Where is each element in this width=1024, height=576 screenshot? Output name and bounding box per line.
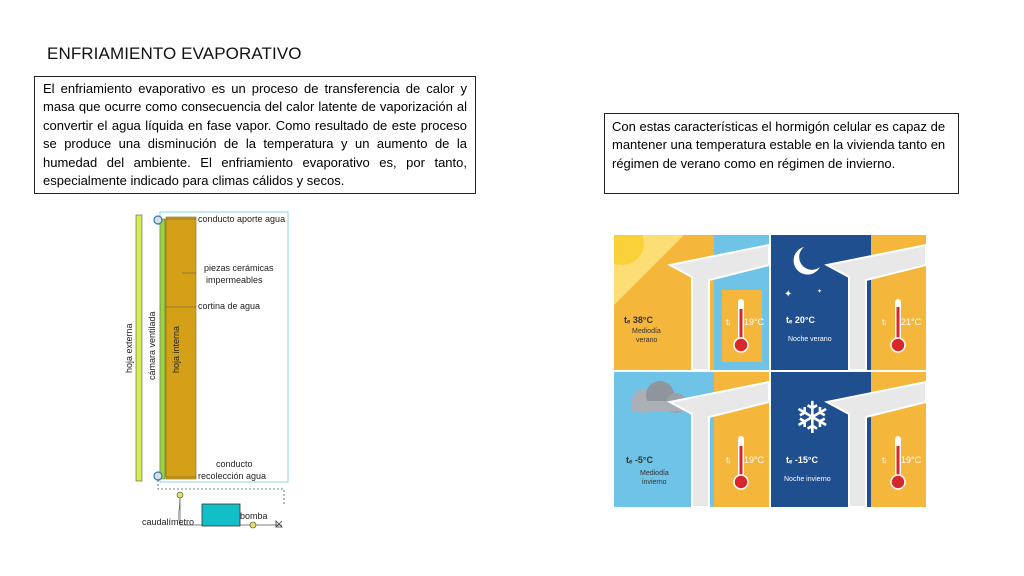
- cellular-concrete-description: Con estas características el hormigón celular es capaz de mantener una temperatura estable en la vivienda tanto en régimen de verano como en régimen de invierno.: [604, 113, 959, 194]
- water-tank: [202, 504, 240, 526]
- label-conducto-aporte: conducto aporte agua: [198, 214, 286, 224]
- te-winter-noon: tₑ -5°C: [626, 455, 653, 465]
- supply-pipe-icon: [154, 216, 162, 224]
- sub-winter-noon-2: invierno: [642, 479, 667, 486]
- svg-text:✦: ✦: [784, 289, 793, 300]
- label-impermeables: impermeables: [206, 275, 263, 285]
- quadrant-winter-night: [771, 372, 926, 507]
- pump-icon: [250, 522, 256, 528]
- label-hoja-externa: hoja externa: [124, 323, 134, 373]
- tin-winter-night: 19°C: [901, 455, 922, 465]
- svg-text:✦: ✦: [817, 288, 823, 295]
- tin-winter-noon: 19°C: [744, 455, 765, 465]
- label-bomba: bomba: [240, 511, 268, 521]
- page-title: ENFRIAMIENTO EVAPORATIVO: [47, 44, 302, 63]
- quadrant-summer-noon: [614, 235, 769, 370]
- evaporative-wall-diagram: [120, 205, 420, 535]
- ti-summer-night: tᵢ: [882, 317, 886, 327]
- climate-regime-illustration: [614, 235, 926, 507]
- hoja-externa-layer: [136, 215, 142, 481]
- snowflake-icon: ❄: [794, 393, 831, 444]
- label-camara-ventilada: cámara ventilada: [147, 311, 157, 380]
- valve-icon: [276, 521, 282, 527]
- label-cortina-agua: cortina de agua: [198, 301, 261, 311]
- evaporative-cooling-description: El enfriamiento evaporativo es un proceso de transferencia de calor y masa que ocurre como consecuencia del calor latente de vaporización al convertir el agua líquida en fase vapor. Como resultado de este proceso se produce una disminución de la temperatura y un aumento de la humedad del ambiente. El enfriamiento evaporativo es, por tanto, especialmente indicado para climas cálidos y secos.: [34, 76, 476, 194]
- hoja-interna-layer: [160, 219, 165, 479]
- tin-summer-noon: 19°C: [744, 317, 765, 327]
- collection-pipe-icon: [154, 472, 162, 480]
- sub-summer-night: Noche verano: [788, 336, 832, 343]
- quadrant-winter-noon: [614, 372, 769, 507]
- quadrant-summer-night: [771, 235, 926, 370]
- te-summer-night: tₑ 20°C: [786, 315, 815, 325]
- label-recoleccion-agua: recolección agua: [198, 471, 267, 481]
- label-caudalimetro: caudalímetro: [142, 517, 195, 527]
- flow-meter-icon: [177, 492, 183, 498]
- ti-winter-night: tᵢ: [882, 455, 886, 465]
- label-piezas-ceramicas: piezas cerámicas: [204, 263, 274, 273]
- sub-winter-night: Noche invierno: [784, 476, 831, 483]
- label-hoja-interna: hoja interna: [171, 325, 181, 373]
- sub-winter-noon-1: Mediodía: [640, 470, 669, 477]
- sub-summer-noon-1: Mediodía: [632, 328, 661, 335]
- ti-winter-noon: tᵢ: [726, 455, 730, 465]
- sub-summer-noon-2: verano: [636, 337, 658, 344]
- ti-summer-noon: tᵢ: [726, 317, 730, 327]
- tin-summer-night: 21°C: [901, 317, 922, 327]
- te-winter-night: tₑ -15°C: [786, 455, 818, 465]
- label-conducto: conducto: [216, 459, 253, 469]
- te-summer-noon: tₑ 38°C: [624, 315, 653, 325]
